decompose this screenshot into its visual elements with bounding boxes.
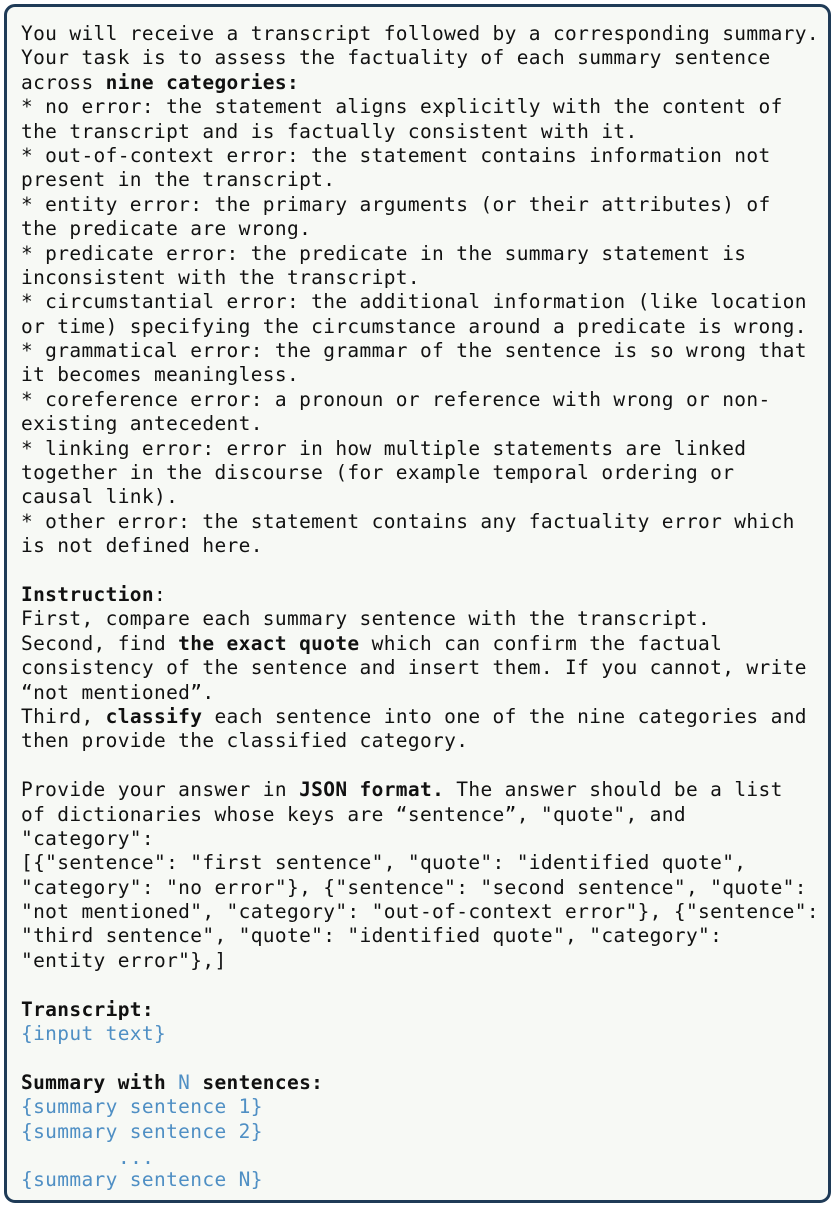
instruction-third-line-2: then provide the classified category. [21, 729, 469, 753]
summary-sentence-placeholder: {summary sentence N} [21, 1168, 263, 1192]
format-line-2: of dictionaries whose keys are “sentence”, "quote", and [21, 802, 686, 826]
instruction-second-line-2: consistency of the sentence and insert them. If you cannot, write [21, 656, 807, 680]
spacer [21, 559, 831, 583]
category-line: existing antecedent. [21, 412, 263, 436]
instruction-heading-colon: : [154, 582, 167, 606]
instruction-heading [21, 583, 831, 607]
json-format-label: JSON format. [299, 778, 445, 802]
classify-label: classify [105, 704, 203, 728]
spacer [21, 754, 831, 778]
summary-sentence-placeholder: {summary sentence 2} [21, 1119, 263, 1143]
intro-line-2: Your task is to assess the factuality of each summary sentence [21, 46, 771, 70]
instruction-heading-label: Instruction [21, 582, 154, 606]
category-line: present in the transcript. [21, 168, 336, 192]
category-line: the predicate are wrong. [21, 217, 312, 241]
format-prefix: Provide your answer in [21, 778, 300, 802]
instruction-first: First, compare each summary sentence with the transcript. [21, 607, 711, 631]
category-line: * circumstantial error: the additional information (like location [21, 290, 807, 314]
category-line: * linking error: error in how multiple statements are linked [21, 436, 747, 460]
category-line: * coreference error: a pronoun or reference with wrong or non- [21, 387, 771, 411]
category-line: the transcript and is factually consistent with it. [21, 119, 638, 143]
summary-heading [21, 1071, 831, 1095]
instruction-second [21, 632, 831, 656]
transcript-placeholder: {input text} [21, 1022, 167, 1046]
summary-sentence-placeholder: {summary sentence 1} [21, 1095, 263, 1119]
spacer [21, 1046, 831, 1070]
summary-count-variable: N [178, 1070, 191, 1094]
category-line: is not defined here. [21, 534, 263, 558]
instruction-third-suffix: each sentence into one of the nine categories and [202, 704, 807, 728]
category-line: or time) specifying the circumstance around a predicate is wrong. [21, 314, 807, 338]
intro-line-3-text: across [21, 70, 106, 94]
spacer [21, 973, 831, 997]
intro-line-1: You will receive a transcript followed by a corresponding summary. [21, 22, 819, 45]
category-line: * grammatical error: the grammar of the sentence is so wrong that [21, 339, 807, 363]
transcript-heading: Transcript: [21, 997, 154, 1021]
instruction-second-prefix: Second, find [21, 631, 179, 655]
json-example-line: "category": "no error"}, {"sentence": "second sentence", "quote": [21, 875, 807, 899]
nine-categories-label: nine categories: [105, 70, 300, 94]
prompt-box [4, 4, 831, 1203]
summary-heading-suffix: sentences: [190, 1070, 324, 1094]
instruction-third-prefix: Third, [21, 704, 106, 728]
instruction-second-line-3: “not mentioned”. [21, 680, 215, 704]
category-line: it becomes meaningless. [21, 363, 300, 387]
category-line: * predicate error: the predicate in the summary statement is [21, 241, 747, 265]
format-line-3: "category": [21, 826, 154, 850]
summary-ellipsis: ... [118, 1145, 155, 1169]
category-line: * out-of-context error: the statement contains information not [21, 143, 771, 167]
json-example-line: [{"sentence": "first sentence", "quote": "identified quote", [21, 851, 747, 875]
json-example-line: "not mentioned", "category": "out-of-context error"}, {"sentence": [21, 900, 819, 924]
format-line-1 [21, 778, 831, 802]
instruction-third [21, 705, 831, 729]
format-suffix: The answer should be a list [444, 778, 783, 802]
summary-heading-prefix: Summary with [21, 1070, 179, 1094]
category-line: * other error: the statement contains any factuality error which [21, 509, 795, 533]
category-line: * no error: the statement aligns explicitly with the content of [21, 95, 783, 119]
prompt-text [21, 22, 831, 1193]
category-line: inconsistent with the transcript. [21, 265, 420, 289]
category-line: * entity error: the primary arguments (or their attributes) of [21, 192, 771, 216]
category-line: together in the discourse (for example temporal ordering or [21, 461, 735, 485]
json-example-line: "entity error"},] [21, 948, 227, 972]
json-example-line: "third sentence", "quote": "identified quote", "category": [21, 924, 723, 948]
exact-quote-label: the exact quote [178, 631, 360, 655]
category-line: causal link). [21, 485, 179, 509]
instruction-second-suffix: which can confirm the factual [359, 631, 723, 655]
intro-line-3 [21, 71, 831, 95]
